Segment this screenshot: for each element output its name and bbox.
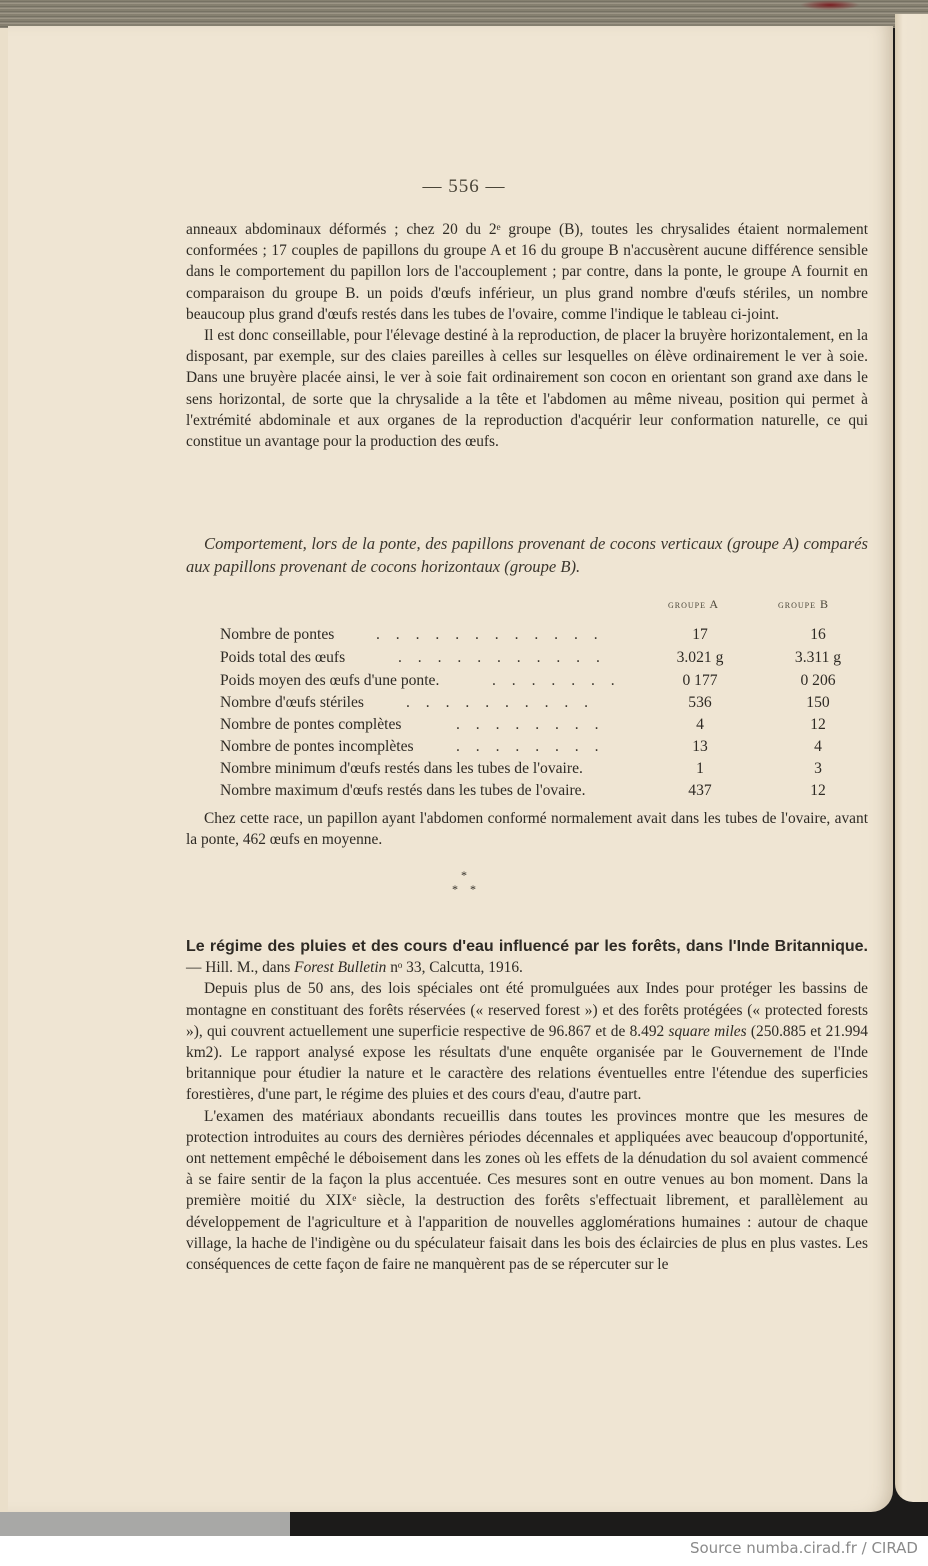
cell-groupe-a: 437 [688, 782, 712, 799]
row-label: Nombre d'œufs stériles [220, 694, 364, 711]
article-p1-text-end: (250.885 et 21.994 km2). Le rapport analysé expose les résultats d'une enquête organisée par le Gouvernement de l'Inde britannique pour étudier la nature et le caractère des relations éventuelles entre l'étendue des superficies forestières, d'une part, le régime des pluies et des cours d'eau, d'autre part. [186, 1022, 868, 1104]
section-separator [0, 868, 928, 896]
cell-groupe-b: 16 [810, 626, 826, 643]
row-label: Nombre maximum d'œufs restés dans les tubes de l'ovaire. [220, 782, 586, 799]
after-table-text [186, 808, 868, 850]
article-p1-text: Depuis plus de 50 ans, des lois spéciales ont été promulguées aux Indes pour protéger les bassins de montagne en constituant des forêts réservées (« reserved forest ») et des forêts protégées (« protected forests »), qui couvrent actuellement une superficie respective de 96.867 et de 8.492 [186, 980, 868, 1040]
right-page-edge [895, 14, 928, 1502]
cell-groupe-a: 536 [688, 694, 712, 711]
intro-paragraph-2: Il est donc conseillable, pour l'élevage destiné à la reproduction, de placer la bruyère horizontalement, en la disposant, par exemple, sur des claies pareilles à celles sur lesquelles on élève ordinairement le ver à soie. Dans une bruyère placée ainsi, le ver à soie fait ordinairement son cocon en orientant son grand axe dans le sens horizontal, de sorte que la chrysalide a la tête et l'abdomen au même niveau, position qui permet à l'extrémité abdominale et aux organes de la reproduction d'acquérir leur conformation naturelle, ce qui constitue un avantage pour la production des œufs. [186, 327, 868, 451]
cell-groupe-a: 4 [696, 716, 704, 733]
cell-groupe-a: 1 [696, 760, 704, 777]
row-label: Nombre de pontes [220, 626, 335, 643]
intro-text [186, 219, 868, 452]
cell-groupe-a: 3.021 g [676, 649, 724, 666]
scan-gray-strip [0, 1512, 290, 1536]
column-header-groupe-b [778, 597, 829, 612]
cell-groupe-b: 150 [806, 694, 830, 711]
row-leader-dots: . . . . . . . . [456, 738, 605, 755]
cell-groupe-b: 12 [810, 782, 826, 799]
book-top-edge [0, 0, 928, 28]
separator-asterism-bottom: * * [452, 882, 476, 896]
page-number: — 556 — [422, 176, 506, 197]
cell-groupe-b: 4 [814, 738, 822, 755]
row-label: Nombre de pontes complètes [220, 716, 402, 733]
table-row [220, 760, 870, 782]
row-leader-dots: . . . . . . . . . . . . [376, 626, 604, 643]
article-section [186, 936, 868, 1275]
article-p1-italic: square miles [668, 1022, 747, 1040]
table-caption [186, 532, 868, 578]
row-leader-dots: . . . . . . . . . . . [398, 649, 606, 666]
book-top-edge-mark [800, 0, 860, 10]
row-label: Poids moyen des œufs d'une ponte. [220, 672, 440, 689]
table-row [220, 626, 870, 648]
article-citation-post: nᵒ 33, Calcutta, 1916. [386, 959, 523, 977]
column-header-groupe-b-text: groupe B [778, 597, 830, 611]
cell-groupe-b: 3 [814, 760, 822, 777]
row-label: Poids total des œufs [220, 649, 346, 666]
row-label: Nombre minimum d'œufs restés dans les tubes de l'ovaire. [220, 760, 583, 777]
row-leader-dots: . . . . . . . . . . [406, 694, 595, 711]
cell-groupe-b: 3.311 g [794, 649, 842, 666]
cell-groupe-b: 0 206 [800, 672, 836, 689]
table-row [220, 672, 870, 694]
row-label: Nombre de pontes incomplètes [220, 738, 414, 755]
article-title: Le régime des pluies et des cours d'eau influencé par les forêts, dans l'Inde Britannique. [186, 938, 868, 955]
separator-asterism-top: * [461, 868, 467, 882]
column-header-groupe-a-text: groupe A [668, 597, 720, 611]
table-row [220, 738, 870, 760]
article-citation-journal: Forest Bulletin [294, 959, 387, 977]
article-paragraph-2: L'examen des matériaux abondants recueillis dans toutes les provinces montre que les mesures de protection introduites au cours des dernières périodes décennales et appliquées avec beaucoup d'opportunité, ont nettement empêché le déboisement dans les zones où les effets de la dénudation du sol avaient commencé à se faire sentir de la façon la plus accentuée. Ces mesures sont en outre venues au bon moment. Dans la première moitié du XIXᵉ siècle, la destruction des forêts s'effectuait librement, et parallèlement au développement de l'agriculture et à l'apparition de nouvelles agglomérations humaines : autour de chaque village, la hache de l'indigène ou du spéculateur faisait dans les bois des éclaircies de plus en plus vastes. Les conséquences de cette façon de faire ne manquèrent pas de se répercuter sur le [186, 1107, 868, 1274]
cell-groupe-a: 0 177 [682, 672, 718, 689]
table-row [220, 782, 870, 804]
intro-paragraph-1: anneaux abdominaux déformés ; chez 20 du 2ᵉ groupe (B), toutes les chrysalides étaient normalement conformées ; 17 couples de papillons du groupe A et 16 du groupe B n'accusèrent aucune différence sensible dans le comportement du papillon lors de l'accouplement ; par contre, dans la ponte, le groupe A fournit en comparaison du groupe B. un poids d'œufs inférieur, un plus grand nombre d'œufs stériles, un nombre beaucoup plus grand d'œufs restés dans les tubes de l'ovaire, comme l'indique le tableau ci-joint. [186, 221, 868, 323]
source-credit: Source numba.cirad.fr / CIRAD [689, 1539, 918, 1557]
cell-groupe-a: 17 [692, 626, 708, 643]
cell-groupe-a: 13 [692, 738, 708, 755]
row-leader-dots: . . . . . . . . [456, 716, 605, 733]
table-row [220, 649, 870, 671]
article-paragraph-1 [186, 978, 868, 1105]
table-caption-text: Comportement, lors de la ponte, des papillons provenant de cocons verticaux (groupe A) comparés aux papillons provenant de cocons horizontaux (groupe B). [186, 534, 868, 576]
after-table-paragraph: Chez cette race, un papillon ayant l'abdomen conformé normalement avait dans les tubes de l'ovaire, avant la ponte, 462 œufs en moyenne. [186, 810, 868, 849]
cell-groupe-b: 12 [810, 716, 826, 733]
article-citation-pre: — Hill. M., dans [186, 959, 295, 977]
table-row [220, 694, 870, 716]
table-row [220, 716, 870, 738]
column-header-groupe-a [668, 597, 719, 612]
row-leader-dots: . . . . . . . [492, 672, 621, 689]
